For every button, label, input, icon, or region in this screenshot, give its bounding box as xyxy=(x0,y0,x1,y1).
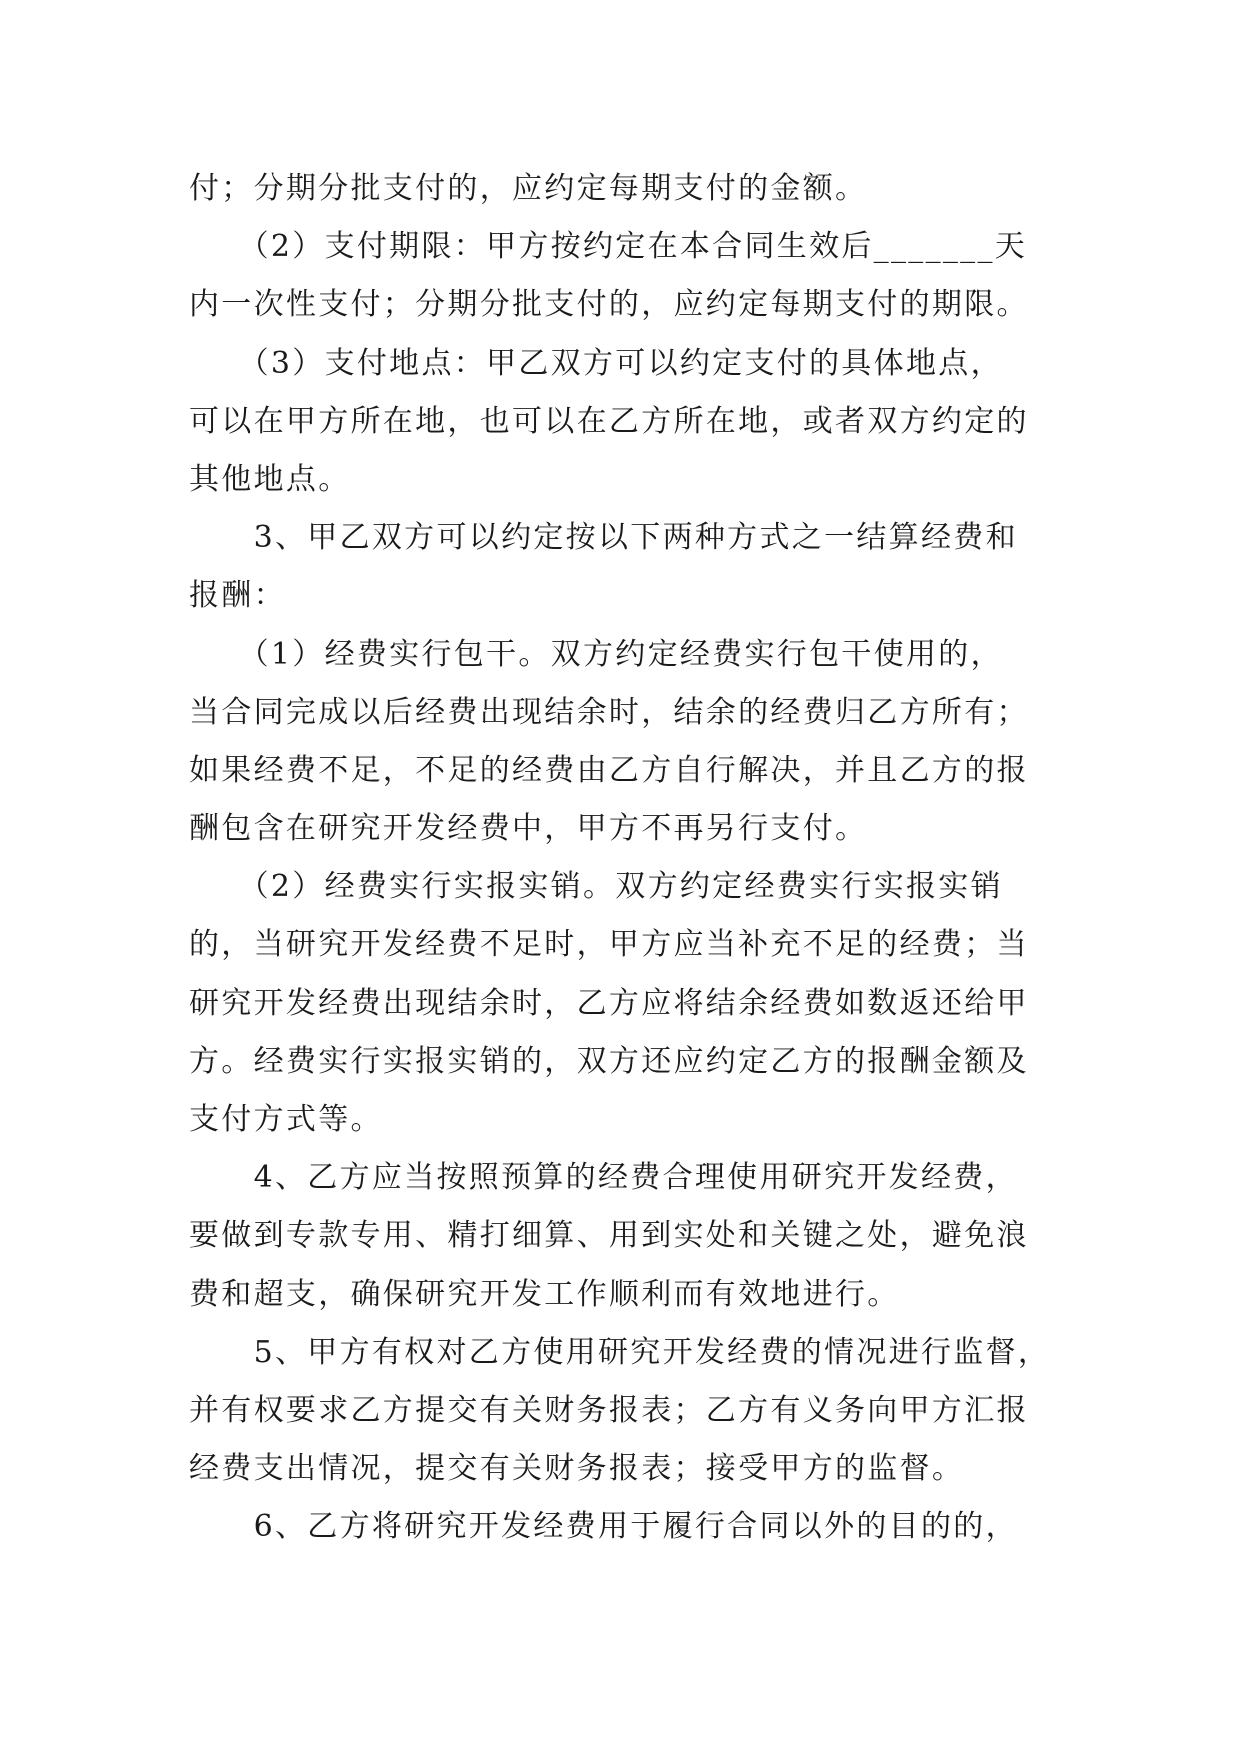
document-body xyxy=(189,160,1061,1557)
text-line-10: 当合同完成以后经费出现结余时，结余的经费归乙方所有； xyxy=(189,694,1029,730)
text-line-7: 3、甲乙双方可以约定按以下两种方式之一结算经费和 xyxy=(189,520,1018,556)
text-line-19: 要做到专款专用、精打细算、用到实处和关键之处，避免浪 xyxy=(189,1218,1029,1254)
text-line-15: 研究开发经费出现结余时，乙方应将结余经费如数返还给甲 xyxy=(189,985,1029,1021)
text-line-4: （3）支付地点：甲乙双方可以约定支付的具体地点， xyxy=(189,345,1003,381)
text-line-3: 内一次性支付；分期分批支付的，应约定每期支付的期限。 xyxy=(189,287,1029,323)
text-line-12: 酬包含在研究开发经费中，甲方不再另行支付。 xyxy=(189,811,868,847)
text-line-5: 可以在甲方所在地，也可以在乙方所在地，或者双方约定的 xyxy=(189,403,1029,439)
text-line-17: 支付方式等。 xyxy=(189,1102,383,1137)
text-line-20: 费和超支，确保研究开发工作顺利而有效地进行。 xyxy=(189,1276,900,1312)
text-line-23: 经费支出情况，提交有关财务报表；接受甲方的监督。 xyxy=(189,1451,965,1487)
text-line-14: 的，当研究开发经费不足时，甲方应当补充不足的经费；当 xyxy=(189,927,1029,963)
text-line-8: 报酬： xyxy=(189,578,286,614)
text-line-24: 6、乙方将研究开发经费用于履行合同以外的目的的， xyxy=(189,1509,1018,1545)
text-line-18: 4、乙方应当按照预算的经费合理使用研究开发经费， xyxy=(189,1160,1018,1196)
text-line-21: 5、甲方有权对乙方使用研究开发经费的情况进行监督， xyxy=(189,1334,1051,1370)
text-line-13: （2）经费实行实报实销。双方约定经费实行实报实销 xyxy=(189,869,1003,905)
text-line-11: 如果经费不足，不足的经费由乙方自行解决，并且乙方的报 xyxy=(189,752,1029,788)
text-line-22: 并有权要求乙方提交有关财务报表；乙方有义务向甲方汇报 xyxy=(189,1392,1029,1428)
text-line-2: （2）支付期限：甲方按约定在本合同生效后_______天 xyxy=(189,229,1028,265)
text-line-16: 方。经费实行实报实销的，双方还应约定乙方的报酬金额及 xyxy=(189,1043,1029,1079)
text-line-1: 付；分期分批支付的，应约定每期支付的金额。 xyxy=(189,171,868,206)
text-line-6: 其他地点。 xyxy=(189,461,351,497)
text-line-9: （1）经费实行包干。双方约定经费实行包干使用的， xyxy=(189,636,1003,672)
